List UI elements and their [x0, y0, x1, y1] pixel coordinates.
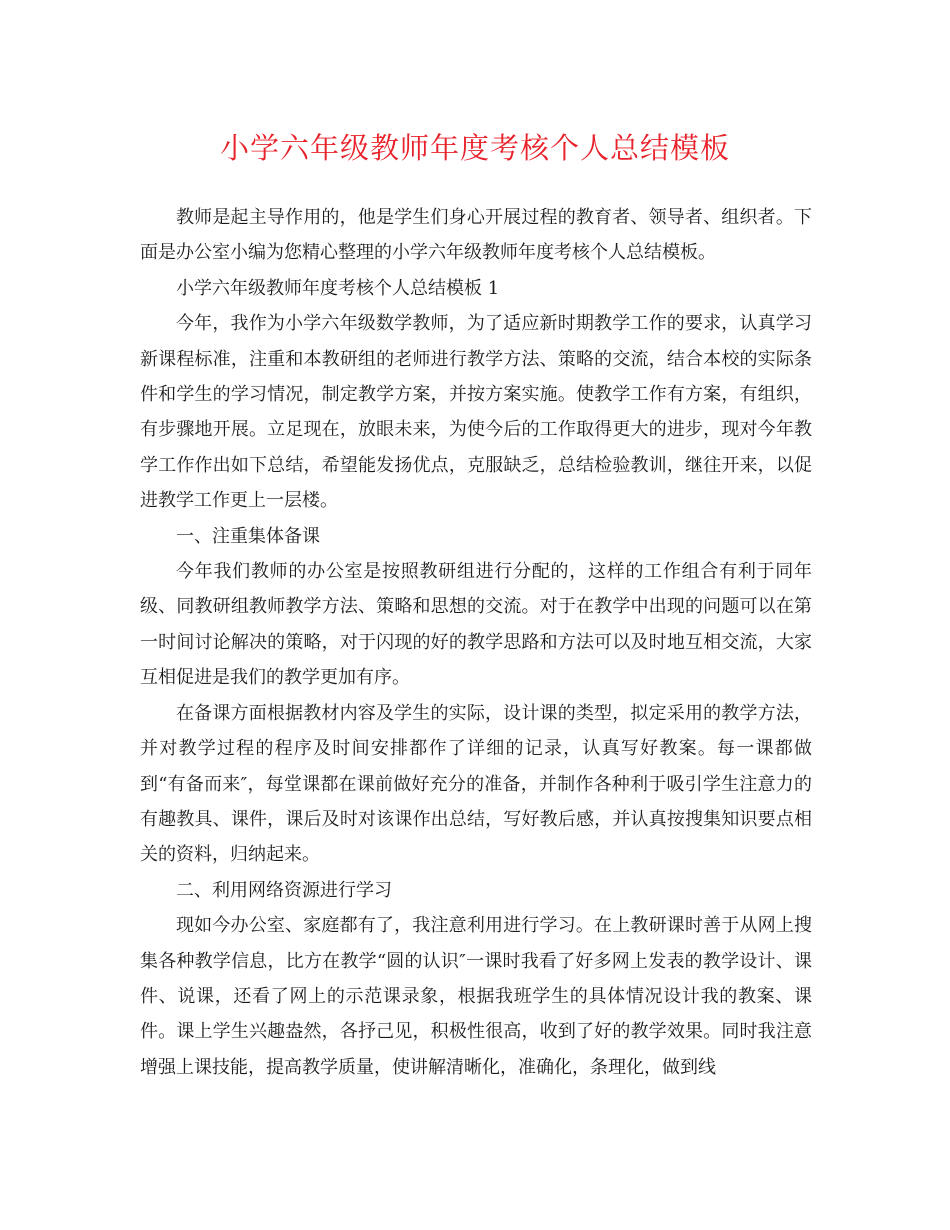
body-paragraph: 在备课方面根据教材内容及学生的实际，设计课的类型，拟定采用的教学方法，并对教学过程的程序及时间安排都作了详细的记录，认真写好教案。每一课都做到“有备而来″，每堂课都在课前做好充分的准备，并制作各种利于吸引学生注意力的有趣教具、课件，课后及时对该课作出总结，写好教后感，并认真按搜集知识要点相关的资料，归纳起来。 [140, 702, 812, 866]
body-paragraph: 今年，我作为小学六年级数学教师，为了适应新时期教学工作的要求，认真学习新课程标准，注重和本教研组的老师进行教学方法、策略的交流，结合本校的实际条件和学生的学习情况，制定教学方案，并按方案实施。使教学工作有方案，有组织，有步骤地开展。立足现在，放眼未来，为使今后的工作取得更大的进步，现对今年教学工作作出如下总结，希望能发扬优点，克服缺乏，总结检验教训，继往开来，以促进教学工作更上一层楼。 [140, 313, 812, 512]
document-body [140, 200, 812, 1085]
body-paragraph: 现如今办公室、家庭都有了，我注意利用进行学习。在上教研课时善于从网上搜集各种教学信息，比方在教学“圆的认识″一课时我看了好多网上发表的教学设计、课件、说课，还看了网上的示范课录象，根据我班学生的具体情况设计我的教案、课件。课上学生兴趣盎然，各抒己见，积极性很高，收到了好的教学效果。同时我注意增强上课技能，提高教学质量，使讲解清晰化，准确化，条理化，做到线 [140, 915, 812, 1078]
body-paragraph: 今年我们教师的办公室是按照教研组进行分配的，这样的工作组合有利于同年级、同教研组教师教学方法、策略和思想的交流。对于在教学中出现的问题可以在第一时间讨论解决的策略，对于闪现的好的教学思路和方法可以及时地互相交流，大家互相促进是我们的教学更加有序。 [140, 561, 812, 689]
section-heading-collective-lesson-prep: 一、注重集体备课 [176, 525, 320, 547]
document-title: 小学六年级教师年度考核个人总结模板 [219, 131, 730, 165]
intro-paragraph: 教师是起主导作用的，他是学生们身心开展过程的教育者、领导者、组织者。下面是办公室小编为您精心整理的小学六年级教师年度考核个人总结模板。 [140, 207, 812, 264]
section-heading-template-1: 小学六年级教师年度考核个人总结模板 1 [176, 277, 500, 299]
section-heading-online-resources: 二、利用网络资源进行学习 [176, 879, 392, 901]
